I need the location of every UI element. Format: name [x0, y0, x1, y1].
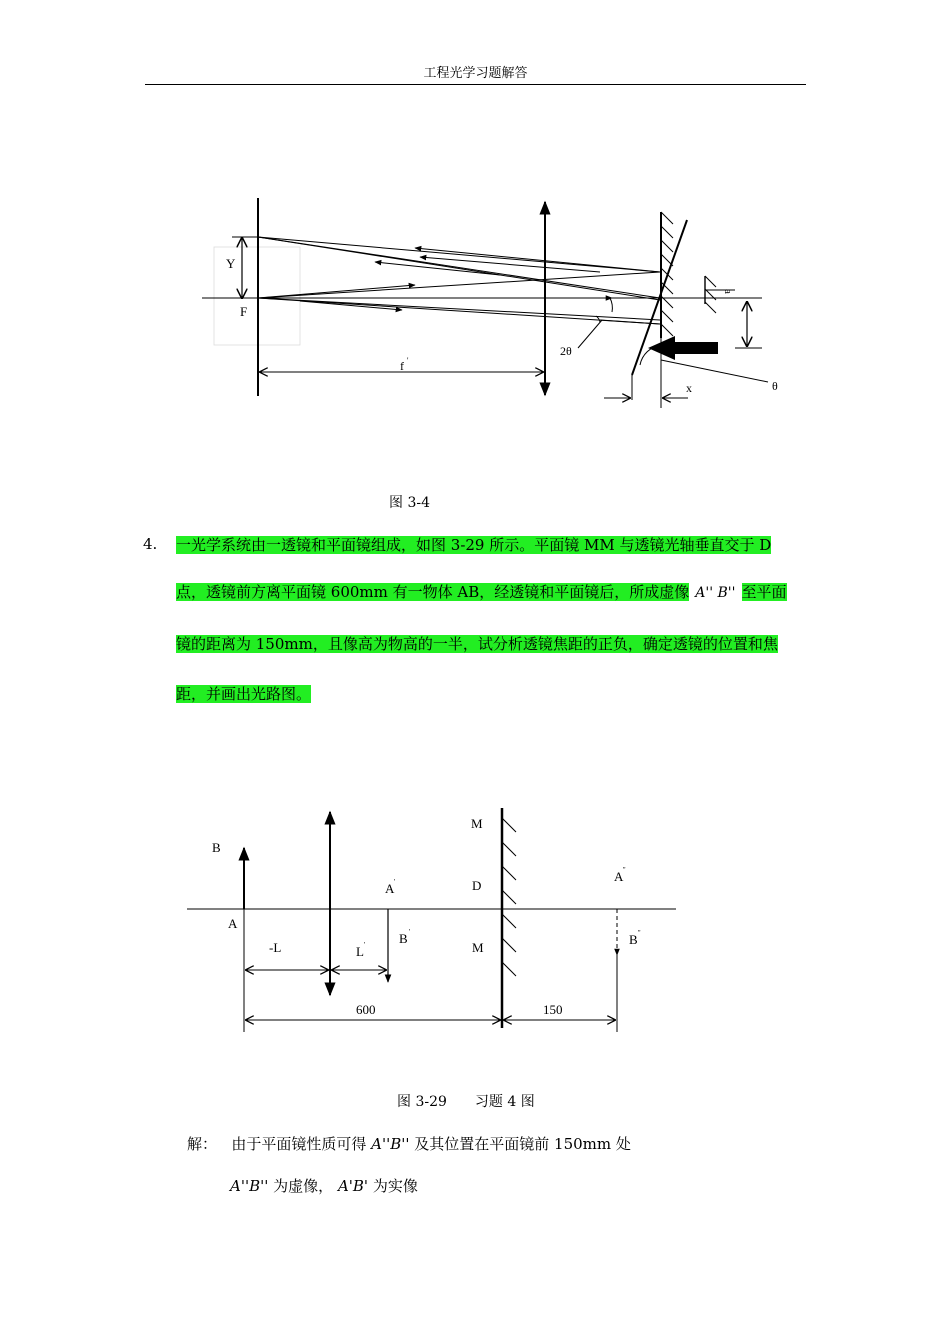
- label-F: F: [240, 304, 248, 319]
- svg-text:': ': [409, 928, 411, 936]
- label-600: 600: [356, 1002, 376, 1017]
- svg-text:'': '': [638, 929, 641, 937]
- label-B-prime: B: [399, 931, 408, 946]
- label-a: a: [722, 289, 734, 294]
- question-line-2: 点，透镜前方离平面镜 600mm 有一物体 AB，经透镜和平面镜后，所成虚像 A'' B'' 至平面: [176, 583, 787, 601]
- label-150: 150: [543, 1002, 563, 1017]
- label-neg-L: -L: [269, 940, 282, 955]
- label-Y: Y: [226, 256, 236, 271]
- question-line-3: 镜的距离为 150mm，且像高为物高的一半，试分析透镜焦距的正负，确定透镜的位置和焦: [176, 635, 778, 653]
- question-line-4: 距，并画出光路图。: [176, 685, 312, 703]
- label-A: A: [228, 916, 238, 931]
- solution-line-1: 解： 由于平面镜性质可得 A''B'' 及其位置在平面镜前 150mm 处: [187, 1135, 631, 1153]
- label-B-double-prime: B: [629, 932, 638, 947]
- label-L-prime: L: [356, 944, 364, 959]
- page-header: 工程光学习题解答: [423, 66, 528, 81]
- label-A-double-prime: A: [614, 869, 624, 884]
- svg-text:': ': [394, 878, 396, 886]
- figure-3-4-caption: 图 3-4: [389, 495, 430, 511]
- label-M-bottom: M: [472, 940, 484, 955]
- label-D: D: [472, 878, 482, 893]
- label-x: x: [686, 381, 692, 395]
- svg-text:': ': [364, 941, 366, 949]
- question-number: 4.: [143, 535, 158, 553]
- label-f-prime: ': [407, 356, 409, 365]
- solution-line-2: A''B'' 为虚像， A'B' 为实像: [230, 1177, 418, 1195]
- svg-text:'': '': [623, 866, 626, 874]
- label-M-top: M: [471, 816, 483, 831]
- question-line-1: 一光学系统由一透镜和平面镜组成，如图 3-29 所示。平面镜 MM 与透镜光轴垂直交于 D: [176, 536, 772, 554]
- figure-3-29-caption: 图 3-29 习题 4 图: [397, 1094, 535, 1110]
- label-2theta: 2θ: [560, 344, 572, 358]
- label-f: f: [400, 359, 404, 373]
- label-B: B: [212, 840, 221, 855]
- label-theta: θ: [772, 379, 778, 393]
- label-A-prime: A: [385, 881, 395, 896]
